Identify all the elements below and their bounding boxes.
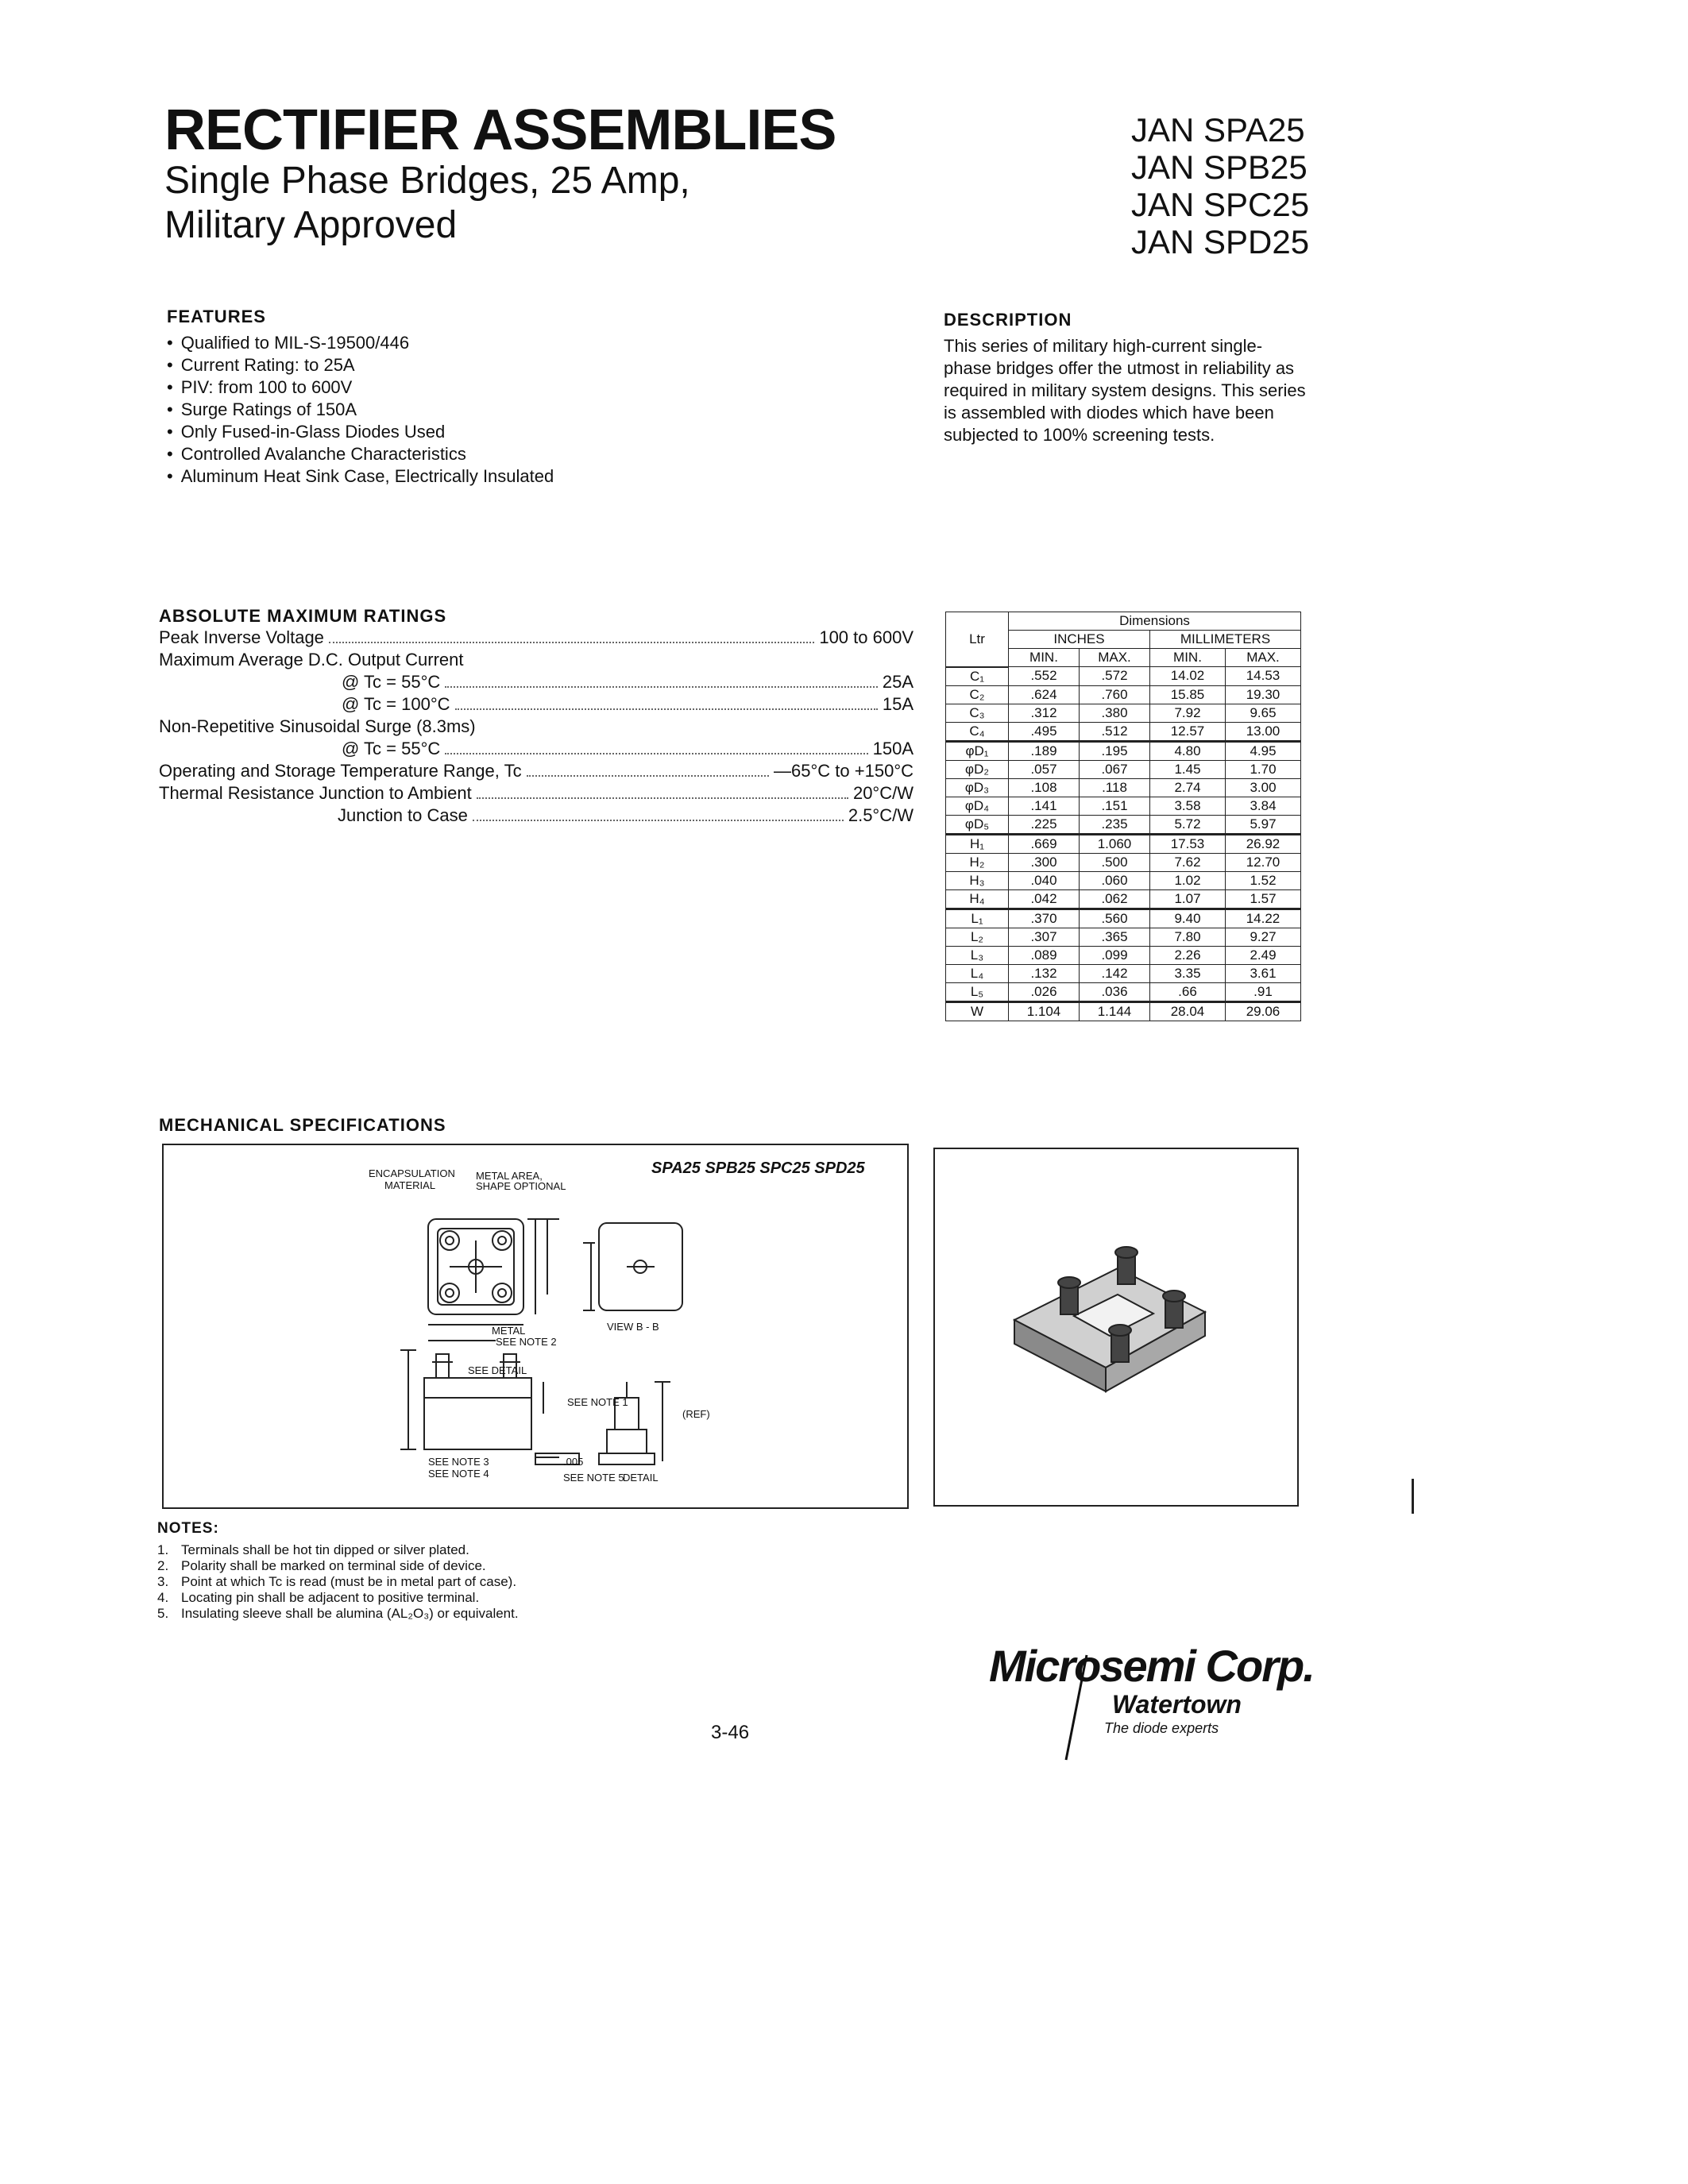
dimension-cell-mm-min: 9.40: [1150, 909, 1226, 928]
dimension-cell-mm-min: 15.85: [1150, 685, 1226, 704]
dimension-row: [946, 778, 1301, 797]
dimension-cell-in-min: .026: [1009, 982, 1080, 1001]
page-number: 3-46: [711, 1722, 750, 1743]
features-list: [167, 332, 882, 488]
dimension-cell-mm-min: 28.04: [1150, 1001, 1226, 1021]
dimension-cell-mm-max: 1.52: [1226, 871, 1301, 889]
dimension-cell-ltr: W: [946, 1001, 1009, 1021]
dimension-cell-mm-max: 26.92: [1226, 834, 1301, 853]
description-section: [944, 310, 1309, 446]
dimension-cell-ltr: L₄: [946, 964, 1009, 982]
part-number-list: [1131, 111, 1309, 260]
label-metal: METAL: [492, 1325, 526, 1337]
ratings-list: [159, 627, 914, 827]
dimension-cell-mm-max: 3.61: [1226, 964, 1301, 982]
label-see-note-5: SEE NOTE 5: [563, 1472, 624, 1484]
label-see-note-3: SEE NOTE 3: [428, 1456, 489, 1468]
dimension-cell-mm-max: 3.00: [1226, 778, 1301, 797]
dimension-row: [946, 741, 1301, 760]
dot-leader: [527, 774, 769, 777]
dimension-cell-mm-max: 14.53: [1226, 667, 1301, 686]
description-heading: DESCRIPTION: [944, 310, 1072, 330]
dimension-cell-mm-max: 14.22: [1226, 909, 1301, 928]
rating-value: 100 to 600V: [819, 627, 914, 647]
dimension-cell-in-max: .380: [1080, 704, 1150, 722]
dot-leader: [473, 819, 844, 821]
dimension-cell-mm-max: 12.70: [1226, 853, 1301, 871]
dimension-row: [946, 834, 1301, 853]
dimension-cell-in-max: .036: [1080, 982, 1150, 1001]
note-item: 4. Locating pin shall be adjacent to positive terminal.: [157, 1590, 480, 1605]
dimension-cell-ltr: L₂: [946, 928, 1009, 946]
rating-row: [159, 716, 914, 738]
dimension-cell-ltr: C₄: [946, 722, 1009, 741]
rating-label: Junction to Case: [338, 805, 468, 825]
dimension-cell-in-max: .142: [1080, 964, 1150, 982]
rating-value: 25A: [882, 672, 914, 692]
mm-max-header: MAX.: [1226, 649, 1301, 667]
rating-row: [159, 627, 914, 649]
dimension-cell-in-min: .132: [1009, 964, 1080, 982]
label-see-note-4: SEE NOTE 4: [428, 1468, 489, 1480]
dot-leader: [455, 708, 878, 710]
dimension-cell-in-min: .624: [1009, 685, 1080, 704]
rating-label: Peak Inverse Voltage: [159, 627, 324, 647]
dimension-row: [946, 871, 1301, 889]
subtitle-line-2: Military Approved: [164, 204, 458, 246]
label-detail: DETAIL: [623, 1472, 659, 1484]
dimension-cell-mm-max: .91: [1226, 982, 1301, 1001]
inches-min-header: MIN.: [1009, 649, 1080, 667]
millimeters-header: MILLIMETERS: [1150, 631, 1301, 649]
feature-item: • Current Rating: to 25A: [167, 354, 882, 376]
dot-leader: [445, 685, 878, 688]
feature-item: • Only Fused-in-Glass Diodes Used: [167, 421, 882, 443]
dimension-row: [946, 889, 1301, 909]
dimension-cell-ltr: H₄: [946, 889, 1009, 909]
dimension-cell-ltr: C₁: [946, 667, 1009, 686]
dimension-row: [946, 760, 1301, 778]
page-title: RECTIFIER ASSEMBLIES: [164, 98, 836, 162]
dimension-cell-in-max: .060: [1080, 871, 1150, 889]
dimension-cell-ltr: C₃: [946, 704, 1009, 722]
label-tolerance: .005: [563, 1456, 584, 1468]
rating-label: @ Tc = 100°C: [342, 694, 450, 714]
label-see-detail: SEE DETAIL: [468, 1364, 527, 1376]
dimension-cell-in-min: .042: [1009, 889, 1080, 909]
dimension-cell-in-max: .500: [1080, 853, 1150, 871]
subtitle-line-1: Single Phase Bridges, 25 Amp,: [164, 160, 690, 202]
rating-value: —65°C to +150°C: [774, 761, 914, 781]
part-number: JAN SPB25: [1131, 149, 1308, 186]
dimension-row: [946, 722, 1301, 741]
dimension-cell-mm-max: 1.70: [1226, 760, 1301, 778]
dimensions-table: [945, 612, 1301, 1021]
ratings-section: [159, 606, 914, 827]
rating-row: [159, 760, 914, 782]
rating-value: 20°C/W: [852, 783, 914, 803]
rating-row: [159, 782, 914, 805]
dimension-row: [946, 797, 1301, 815]
dimension-cell-ltr: H₂: [946, 853, 1009, 871]
dimension-row: [946, 1001, 1301, 1021]
notes-list: [157, 1542, 872, 1622]
note-item: 2. Polarity shall be marked on terminal side of device.: [157, 1558, 486, 1573]
dimension-cell-mm-max: 9.65: [1226, 704, 1301, 722]
description-text: This series of military high-current single-phase bridges offer the utmost in reliability as required in military system designs. This series is assembled with diodes which have been subjected to 100% screening tests.: [944, 336, 1306, 445]
side-view-body: [424, 1378, 531, 1449]
dimension-cell-in-min: .552: [1009, 667, 1080, 686]
ratings-heading: ABSOLUTE MAXIMUM RATINGS: [159, 606, 447, 626]
rating-label: Thermal Resistance Junction to Ambient: [159, 783, 472, 803]
dimension-cell-mm-max: 13.00: [1226, 722, 1301, 741]
dimension-row: [946, 909, 1301, 928]
rating-label: Operating and Storage Temperature Range, Tc: [159, 761, 522, 781]
dimension-cell-mm-min: 7.80: [1150, 928, 1226, 946]
mechanical-box-header: SPA25 SPB25 SPC25 SPD25: [651, 1160, 865, 1177]
notes-section: [157, 1520, 872, 1622]
dimension-cell-mm-max: 5.97: [1226, 815, 1301, 834]
rating-row: [159, 693, 914, 716]
dimension-cell-mm-max: 19.30: [1226, 685, 1301, 704]
dimension-cell-mm-min: 1.02: [1150, 871, 1226, 889]
dimension-cell-mm-min: 12.57: [1150, 722, 1226, 741]
dot-leader: [329, 641, 814, 643]
dimension-row: [946, 667, 1301, 686]
rating-label: Maximum Average D.C. Output Current: [159, 650, 464, 669]
inches-header: INCHES: [1009, 631, 1150, 649]
rating-label: @ Tc = 55°C: [342, 672, 441, 692]
dimension-cell-in-max: .062: [1080, 889, 1150, 909]
mechanical-drawing: [162, 1144, 909, 1509]
dimension-row: [946, 946, 1301, 964]
dimension-cell-mm-max: 3.84: [1226, 797, 1301, 815]
company-tagline: The diode experts: [1104, 1720, 1219, 1736]
dimension-cell-mm-min: 4.80: [1150, 741, 1226, 760]
dimension-cell-in-max: .235: [1080, 815, 1150, 834]
dimension-cell-ltr: L₃: [946, 946, 1009, 964]
dimension-cell-in-max: .099: [1080, 946, 1150, 964]
rating-row: [159, 738, 914, 760]
dimension-cell-mm-min: 7.62: [1150, 853, 1226, 871]
dimension-cell-mm-min: 1.45: [1150, 760, 1226, 778]
feature-item: • Qualified to MIL-S-19500/446: [167, 332, 882, 354]
label-shape-optional: SHAPE OPTIONAL: [476, 1180, 566, 1192]
rating-value: 150A: [872, 739, 914, 758]
dimension-row: [946, 853, 1301, 871]
note-item: 5. Insulating sleeve shall be alumina (AL₂O₃) or equivalent.: [157, 1606, 519, 1621]
dimension-cell-ltr: φD₄: [946, 797, 1009, 815]
dimension-cell-mm-max: 2.49: [1226, 946, 1301, 964]
product-image-box: [933, 1148, 1299, 1507]
feature-item: • Controlled Avalanche Characteristics: [167, 443, 882, 465]
dimension-cell-mm-min: 14.02: [1150, 667, 1226, 686]
dimension-cell-in-min: .370: [1009, 909, 1080, 928]
mechanical-heading: MECHANICAL SPECIFICATIONS: [159, 1115, 446, 1135]
dimension-cell-in-max: .118: [1080, 778, 1150, 797]
features-heading: FEATURES: [167, 307, 266, 326]
ltr-header: Ltr: [946, 612, 1009, 667]
dimension-cell-in-min: .057: [1009, 760, 1080, 778]
dimension-cell-in-min: .307: [1009, 928, 1080, 946]
page-subtitle: [164, 159, 690, 248]
dimension-cell-in-max: .195: [1080, 741, 1150, 760]
notes-heading: NOTES:: [157, 1520, 219, 1537]
company-logo: Microsemi Corp.: [989, 1641, 1314, 1691]
dimension-cell-in-min: .300: [1009, 853, 1080, 871]
dimension-cell-in-max: 1.144: [1080, 1001, 1150, 1021]
note-item: 1. Terminals shall be hot tin dipped or silver plated.: [157, 1542, 469, 1557]
dimension-cell-in-min: .669: [1009, 834, 1080, 853]
dimension-cell-ltr: φD₃: [946, 778, 1009, 797]
dimension-cell-mm-min: 2.26: [1150, 946, 1226, 964]
product-image: [935, 1149, 1297, 1505]
feature-item: • Aluminum Heat Sink Case, Electrically Insulated: [167, 465, 882, 488]
part-number: JAN SPD25: [1131, 223, 1310, 260]
dimension-row: [946, 982, 1301, 1001]
dimension-cell-in-max: .572: [1080, 667, 1150, 686]
dimension-cell-mm-min: 3.58: [1150, 797, 1226, 815]
dimension-cell-mm-min: 5.72: [1150, 815, 1226, 834]
dimension-cell-in-max: .151: [1080, 797, 1150, 815]
dimensions-body: [946, 667, 1301, 1021]
margin-mark: [1412, 1479, 1414, 1514]
dimension-cell-in-max: 1.060: [1080, 834, 1150, 853]
dimension-cell-mm-max: 29.06: [1226, 1001, 1301, 1021]
dimension-cell-mm-min: 7.92: [1150, 704, 1226, 722]
part-number: JAN SPA25: [1131, 111, 1305, 149]
dimension-cell-in-min: .108: [1009, 778, 1080, 797]
label-see-note-2: SEE NOTE 2: [496, 1336, 557, 1348]
features-section: [167, 307, 882, 488]
dimension-cell-mm-min: .66: [1150, 982, 1226, 1001]
dimensions-title: Dimensions: [1009, 612, 1301, 631]
mm-min-header: MIN.: [1150, 649, 1226, 667]
label-encapsulation: ENCAPSULATION: [369, 1167, 455, 1179]
dimension-cell-in-min: .040: [1009, 871, 1080, 889]
feature-item: • PIV: from 100 to 600V: [167, 376, 882, 399]
dimension-cell-mm-max: 9.27: [1226, 928, 1301, 946]
rating-row: [159, 805, 914, 827]
dimension-cell-ltr: φD₅: [946, 815, 1009, 834]
rating-value: 2.5°C/W: [848, 805, 914, 825]
dimension-cell-ltr: H₁: [946, 834, 1009, 853]
dimension-cell-mm-max: 4.95: [1226, 741, 1301, 760]
rating-label: Non-Repetitive Sinusoidal Surge (8.3ms): [159, 716, 476, 736]
note-item: 3. Point at which Tc is read (must be in metal part of case).: [157, 1574, 517, 1589]
rating-row: [159, 649, 914, 671]
dimension-row: [946, 964, 1301, 982]
dimension-cell-in-min: 1.104: [1009, 1001, 1080, 1021]
dimension-cell-ltr: L₅: [946, 982, 1009, 1001]
label-material: MATERIAL: [384, 1179, 436, 1191]
label-ref: (REF): [682, 1408, 710, 1420]
logo-slash-mark: [1061, 1652, 1093, 1763]
dimension-row: [946, 704, 1301, 722]
rating-label: @ Tc = 55°C: [342, 739, 441, 758]
company-division: Watertown: [1112, 1690, 1242, 1719]
dimension-cell-mm-min: 2.74: [1150, 778, 1226, 797]
dimension-cell-mm-max: 1.57: [1226, 889, 1301, 909]
dimension-cell-mm-min: 1.07: [1150, 889, 1226, 909]
dimension-cell-in-min: .495: [1009, 722, 1080, 741]
dimension-cell-ltr: L₁: [946, 909, 1009, 928]
dimension-row: [946, 815, 1301, 834]
dimension-cell-ltr: φD₂: [946, 760, 1009, 778]
dot-leader: [477, 797, 848, 799]
rating-row: [159, 671, 914, 693]
dot-leader: [445, 752, 867, 754]
dimension-cell-in-min: .089: [1009, 946, 1080, 964]
dimension-cell-in-min: .189: [1009, 741, 1080, 760]
label-view-bb: VIEW B - B: [607, 1321, 659, 1333]
dimension-cell-in-max: .760: [1080, 685, 1150, 704]
inches-max-header: MAX.: [1080, 649, 1150, 667]
dimension-row: [946, 685, 1301, 704]
feature-item: • Surge Ratings of 150A: [167, 399, 882, 421]
dimension-cell-ltr: φD₁: [946, 741, 1009, 760]
dimension-cell-in-max: .365: [1080, 928, 1150, 946]
dimension-cell-in-max: .560: [1080, 909, 1150, 928]
dimension-cell-in-max: .067: [1080, 760, 1150, 778]
rating-value: 15A: [882, 694, 914, 714]
label-see-note-1: SEE NOTE 1: [567, 1396, 628, 1408]
dimension-row: [946, 928, 1301, 946]
dimension-cell-in-min: .312: [1009, 704, 1080, 722]
dimension-cell-mm-min: 17.53: [1150, 834, 1226, 853]
label-metal-area: METAL AREA,: [476, 1170, 543, 1182]
dimension-cell-ltr: H₃: [946, 871, 1009, 889]
dimension-cell-in-min: .225: [1009, 815, 1080, 834]
dimension-cell-mm-min: 3.35: [1150, 964, 1226, 982]
dimension-cell-in-min: .141: [1009, 797, 1080, 815]
dimension-cell-in-max: .512: [1080, 722, 1150, 741]
part-number: JAN SPC25: [1131, 186, 1310, 223]
dimension-cell-ltr: C₂: [946, 685, 1009, 704]
